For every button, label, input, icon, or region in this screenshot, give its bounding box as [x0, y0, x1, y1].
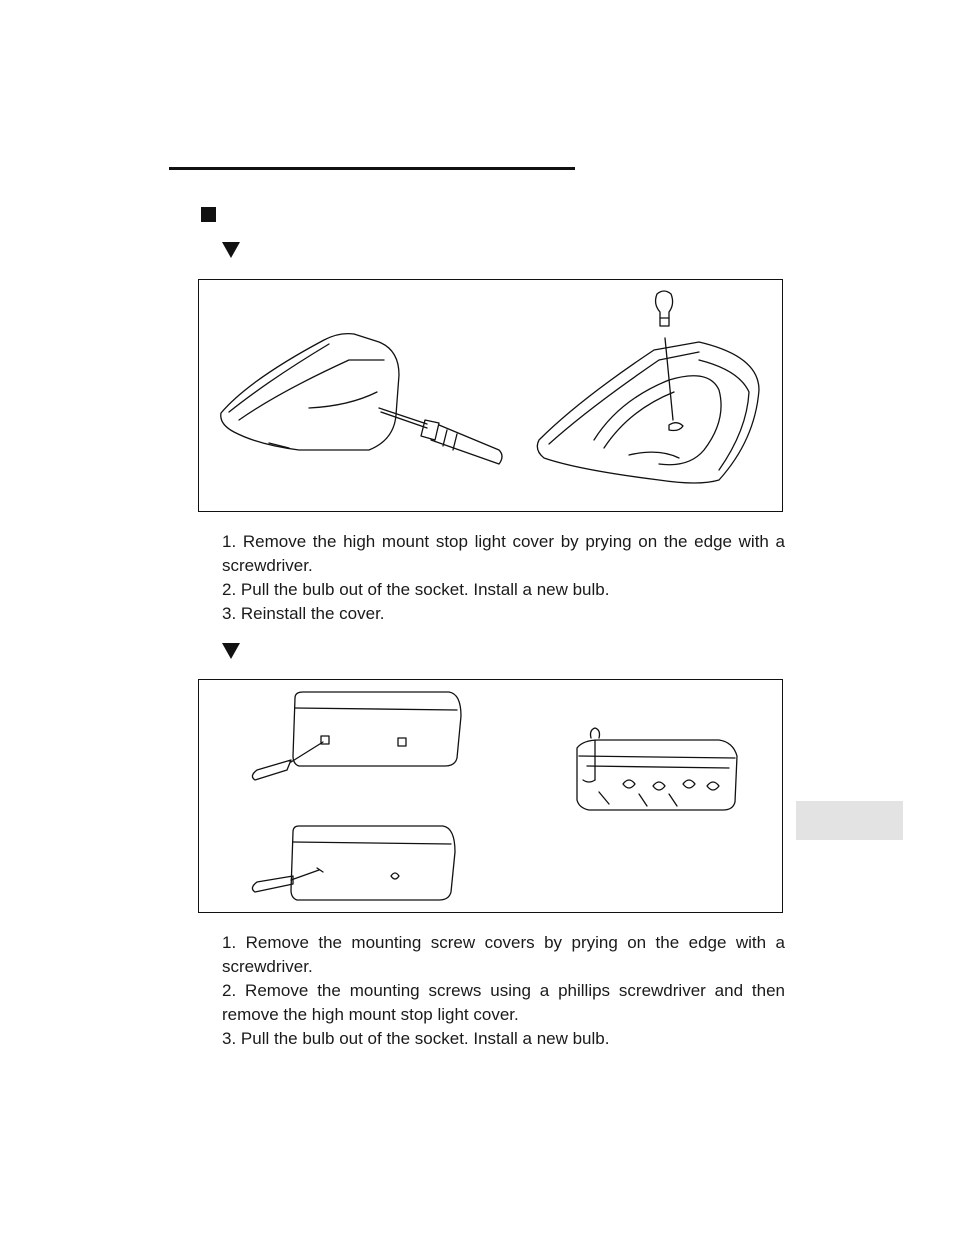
chapter-tab	[796, 801, 903, 840]
square-bullet-icon	[201, 207, 216, 222]
section-b-steps	[222, 931, 785, 1051]
figure-screw-removal	[198, 679, 783, 913]
section-a-step-1: 1. Remove the high mount stop light cover by prying on the edge with a screwdriver.	[222, 532, 785, 575]
figure-cover-removal	[198, 279, 783, 512]
section-b-step-1: 1. Remove the mounting screw covers by prying on the edge with a screwdriver.	[222, 933, 785, 976]
open-cover-drawing	[537, 342, 759, 483]
section-b-step-2: 2. Remove the mounting screws using a phillips screwdriver and then remove the high mount stop light cover.	[222, 981, 785, 1024]
housing-screws-drawing	[291, 826, 455, 900]
bulb-drawing	[656, 291, 673, 420]
triangle-bullet-icon	[222, 242, 240, 258]
section-b-step-3: 3. Pull the bulb out of the socket. Install a new bulb.	[222, 1029, 610, 1048]
screwdriver-bottom-drawing	[252, 870, 319, 892]
section-a-step-2: 2. Pull the bulb out of the socket. Install a new bulb.	[222, 580, 610, 599]
screwdriver-drawing	[379, 408, 502, 464]
section-heading-rule	[169, 167, 575, 170]
section-a-steps	[222, 530, 785, 626]
stop-light-cover-drawing	[221, 334, 399, 450]
housing-screw-covers-drawing	[293, 692, 461, 766]
housing-bulbs-drawing	[577, 728, 737, 810]
screwdriver-top-drawing	[252, 742, 323, 780]
section-a-step-3: 3. Reinstall the cover.	[222, 604, 385, 623]
triangle-bullet-icon	[222, 643, 240, 659]
